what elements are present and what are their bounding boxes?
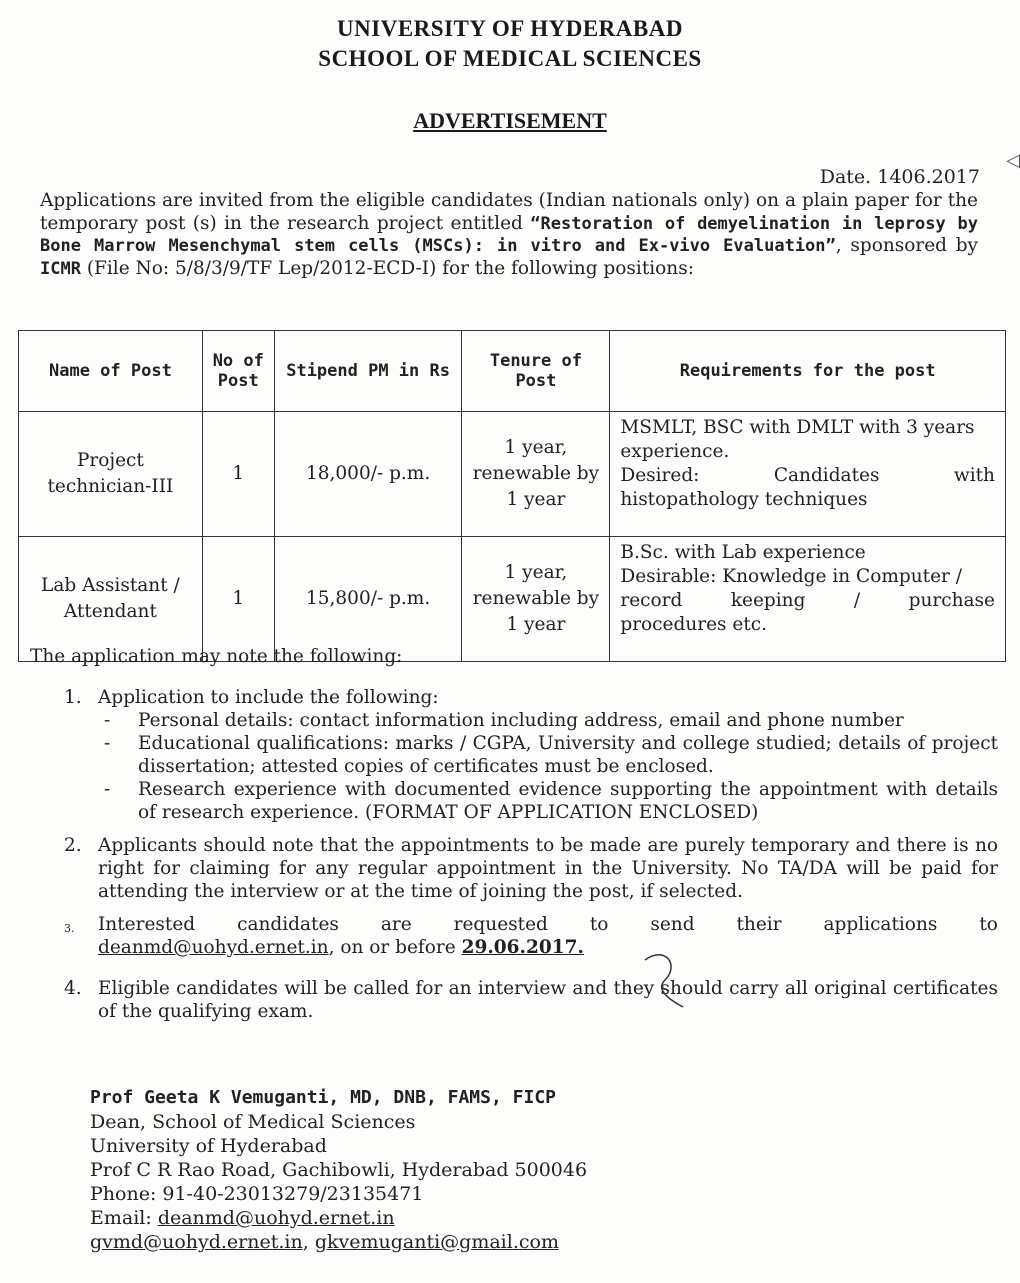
col-header-name: Name of Post — [19, 331, 203, 412]
post-count: 1 — [202, 412, 274, 537]
col-header-stipend: Stipend PM in Rs — [274, 331, 462, 412]
list-item: 4. Eligible candidates will be called for an interview and they should carry all original certificates of the qualifying exam. — [64, 978, 998, 1022]
positions-table — [18, 330, 1006, 662]
signatory-university: University of Hyderabad — [90, 1135, 327, 1157]
post-name: Project technician-III — [19, 412, 203, 537]
signatory-email-line: Email: deanmd@uohyd.ernet.in — [90, 1207, 395, 1229]
email-link[interactable]: gkvemuganti@gmail.com — [314, 1231, 559, 1253]
signatory-phone: Phone: 91-40-23013279/23135471 — [90, 1183, 424, 1205]
sub-item: - Research experience with documented evidence supporting the appointment with details of research experience. (FORMAT OF APPLICATION ENCLOSED) — [104, 779, 998, 823]
notes-intro: The application may note the following: — [30, 646, 403, 667]
email-link[interactable]: deanmd@uohyd.ernet.in — [157, 1207, 395, 1229]
sub-item: - Educational qualifications: marks / CGPA, University and college studied; details of project dissertation; attested copies of certificates must be enclosed. — [104, 733, 998, 777]
email-link[interactable]: gvmd@uohyd.ernet.in — [90, 1231, 303, 1253]
table-row — [19, 537, 1006, 662]
list-item: 1. Application to include the following: - Personal details: contact information including address, email and phone number - Educational qualifications: marks / CGPA, University and college studied; details of project dissertation; attested copies of certificates must be enclosed. - Research experience with documented evidence supporting the appointment with details of research experience. (FORMAT OF APPLICATION ENCLOSED) — [64, 687, 998, 823]
post-name: Lab Assistant / Attendant — [19, 537, 203, 662]
signatory-title: Dean, School of Medical Sciences — [90, 1111, 416, 1133]
post-stipend: 15,800/- p.m. — [274, 537, 462, 662]
list-item: 3. Interested candidates are requested to send their applications to deanmd@uohyd.ernet.in, on or before 29.06.2017. — [64, 914, 998, 958]
school-title: SCHOOL OF MEDICAL SCIENCES — [318, 46, 702, 71]
handwritten-mark-icon — [635, 945, 695, 1015]
signatory-email-line: gvmd@uohyd.ernet.in, gkvemuganti@gmail.com — [90, 1231, 559, 1253]
sub-item: - Personal details: contact information including address, email and phone number — [104, 710, 904, 731]
list-item: 2. Applicants should note that the appointments to be made are purely temporary and there is no right for claiming for any regular appointment in the University. No TA/DA will be paid for attending the interview or at the time of joining the post, if selected. — [64, 835, 998, 902]
project-title: “Restoration of demyelination in leprosy by Bone Marrow Mesenchymal stem cells (MSCs): in vitro and Ex-vivo Evaluation” — [40, 213, 978, 256]
notes-list — [50, 686, 998, 1033]
university-title: UNIVERSITY OF HYDERABAD — [337, 16, 683, 41]
col-header-count: No of Post — [202, 331, 274, 412]
post-tenure: 1 year, renewable by 1 year — [462, 537, 610, 662]
signature-block — [90, 1086, 587, 1254]
intro-paragraph: Applications are invited from the eligible candidates (Indian nationals only) on a plain paper for the temporary post (s) in the research project entitled “Restoration of demyelination in leprosy by Bone Marrow Mesenchymal stem cells (MSCs): in vitro and Ex-vivo Evaluation”, sponsored by ICMR (File No: 5/8/3/9/TF Lep/2012-ECD-I) for the following positions: — [40, 190, 979, 279]
date: Date. 1406.2017 — [819, 166, 980, 188]
page-title: ADVERTISEMENT — [413, 108, 607, 133]
email-link[interactable]: deanmd@uohyd.ernet.in — [98, 937, 329, 958]
post-tenure: 1 year, renewable by 1 year — [462, 412, 610, 537]
post-stipend: 18,000/- p.m. — [274, 412, 462, 537]
table-header-row — [19, 331, 1006, 412]
deadline-date: 29.06.2017. — [461, 937, 584, 958]
post-requirements: B.Sc. with Lab experience Desirable: Knowledge in Computer / record keeping / purchase procedures etc. — [610, 537, 1006, 662]
col-header-tenure: Tenure of Post — [462, 331, 610, 412]
signatory-name: Prof Geeta K Vemuganti, MD, DNB, FAMS, FICP — [90, 1087, 556, 1108]
margin-mark-icon: ◁ — [1006, 150, 1020, 171]
col-header-requirements: Requirements for the post — [610, 331, 1006, 412]
sponsor: ICMR — [40, 258, 81, 279]
table-row — [19, 412, 1006, 537]
post-count: 1 — [202, 537, 274, 662]
post-requirements: MSMLT, BSC with DMLT with 3 years experience. Desired: Candidates with histopathology techniques — [610, 412, 1006, 537]
signatory-address: Prof C R Rao Road, Gachibowli, Hyderabad 500046 — [90, 1159, 588, 1181]
